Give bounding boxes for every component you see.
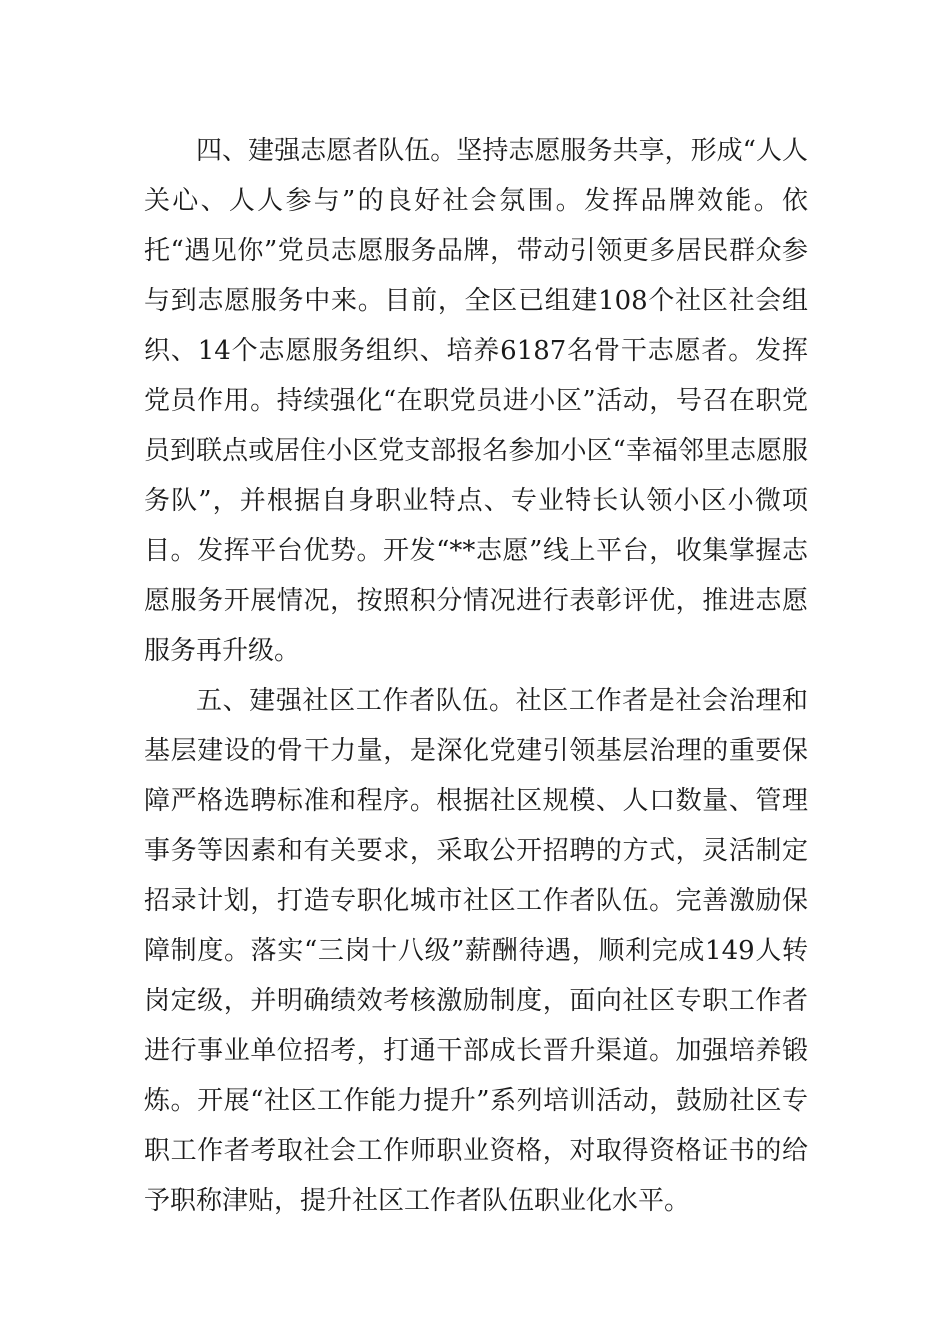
paragraph-community-workers: 五、建强社区工作者队伍。社区工作者是社会治理和基层建设的骨干力量，是深化党建引领基层治理的重要保障严格选聘标准和程序。根据社区规模、人口数量、管理事务等因素和有关要求，采取公开招聘的方式，灵活制定招录计划，打造专职化城市社区工作者队伍。完善激励保障制度。落实“三岗十八级”薪酬待遇，顺利完成149人转岗定级，并明确绩效考核激励制度，面向社区专职工作者进行事业单位招考，打通干部成长晋升渠道。加强培养锻炼。开展“社区工作能力提升”系列培训活动，鼓励社区专职工作者考取社会工作师职业资格，对取得资格证书的给予职称津贴，提升社区工作者队伍职业化水平。 [144, 686, 808, 1216]
document-body [144, 126, 808, 1226]
paragraph-volunteer-team: 四、建强志愿者队伍。坚持志愿服务共享，形成“人人关心、人人参与”的良好社会氛围。发挥品牌效能。依托“遇见你”党员志愿服务品牌，带动引领更多居民群众参与到志愿服务中来。目前，全区已组建108个社区社会组织、14个志愿服务组织、培养6187名骨干志愿者。发挥党员作用。持续强化“在职党员进小区”活动，号召在职党员到联点或居住小区党支部报名参加小区“幸福邻里志愿服务队”，并根据自身职业特点、专业特长认领小区小微项目。发挥平台优势。开发“**志愿”线上平台，收集掌握志愿服务开展情况，按照积分情况进行表彰评优，推进志愿服务再升级。 [144, 136, 808, 666]
